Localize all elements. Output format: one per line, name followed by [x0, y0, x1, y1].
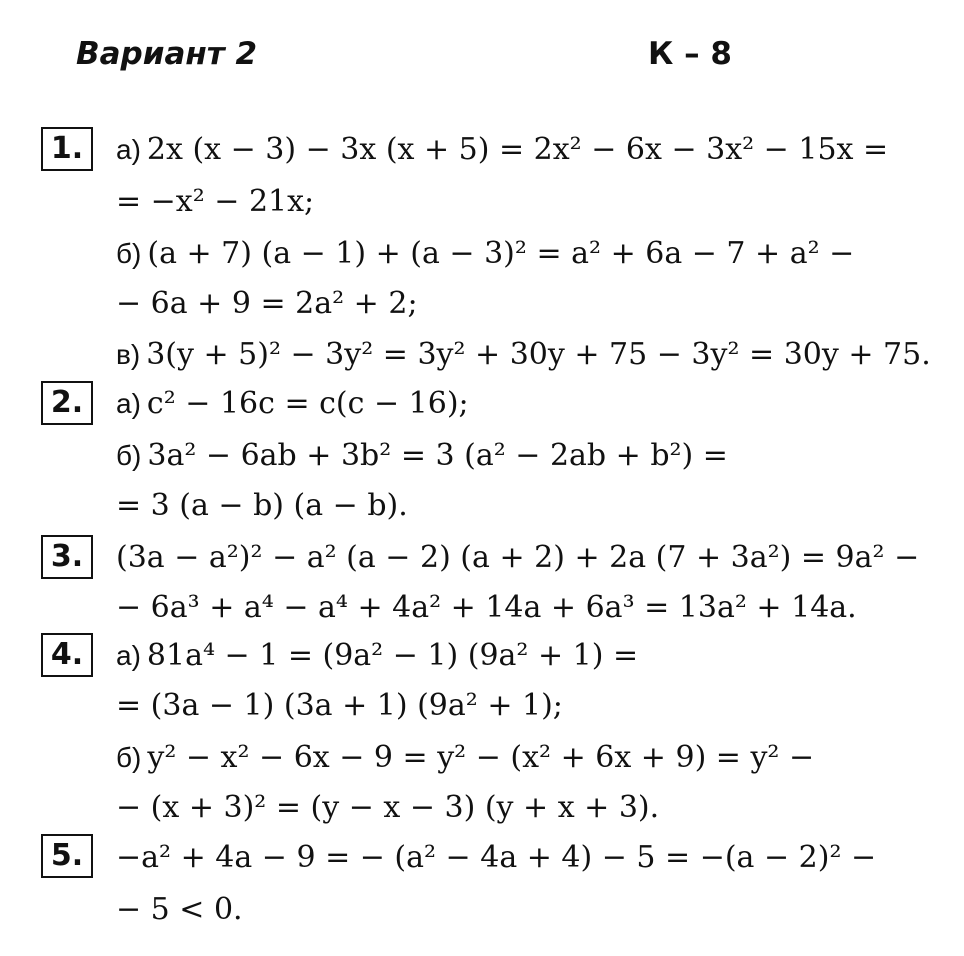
- task-5-line-1: [116, 838, 876, 878]
- task-1-line-4: [116, 284, 418, 324]
- equation: = −x² − 21x;: [116, 184, 315, 219]
- equation: − 6a³ + a⁴ − a⁴ + 4a² + 14a + 6a³ = 13a² + 14a.: [116, 590, 857, 625]
- task-1-line-5: [116, 335, 931, 375]
- task-4-line-3: [116, 738, 814, 778]
- equation: c² − 16c = c(c − 16);: [146, 386, 469, 421]
- equation: 2x (x − 3) − 3x (x + 5) = 2x² − 6x − 3x² − 15x =: [146, 132, 889, 167]
- task-2-line-2: [116, 436, 728, 476]
- part-label: в): [116, 339, 141, 370]
- equation: −a² + 4a − 9 = − (a² − 4a + 4) − 5 = −(a − 2)² −: [116, 840, 877, 875]
- part-label: а): [116, 134, 141, 165]
- task-4-line-2: [116, 686, 563, 726]
- equation: y² − x² − 6x − 9 = y² − (x² + 6x + 9) = y² −: [147, 740, 815, 775]
- equation: − 6a + 9 = 2a² + 2;: [116, 286, 418, 321]
- task-2-line-3: [116, 486, 408, 526]
- part-label: а): [116, 388, 141, 419]
- equation: − (x + 3)² = (y − x − 3) (y + x + 3).: [116, 790, 660, 825]
- equation: 3(y + 5)² − 3y² = 3y² + 30y + 75 − 3y² = 30y + 75.: [146, 337, 931, 372]
- part-label: б): [116, 742, 142, 773]
- task-4-line-4: [116, 788, 659, 828]
- task-number-4: 4.: [41, 633, 93, 677]
- part-label: б): [116, 238, 142, 269]
- equation: = 3 (a − b) (a − b).: [116, 488, 408, 523]
- task-number-2: 2.: [41, 381, 93, 425]
- worksheet-code: К – 8: [648, 36, 732, 72]
- equation: 81a⁴ − 1 = (9a² − 1) (9a² + 1) =: [146, 638, 639, 673]
- task-3-line-1: [116, 538, 919, 578]
- task-3-line-2: [116, 588, 857, 628]
- task-4-line-1: [116, 636, 638, 676]
- equation: (a + 7) (a − 1) + (a − 3)² = a² + 6a − 7 + a² −: [147, 236, 855, 271]
- equation: (3a − a²)² − a² (a − 2) (a + 2) + 2a (7 + 3a²) = 9a² −: [116, 540, 920, 575]
- task-number-1: 1.: [41, 127, 93, 171]
- task-2-line-1: [116, 384, 469, 424]
- variant-title: Вариант 2: [76, 36, 258, 72]
- task-number-5: 5.: [41, 834, 93, 878]
- part-label: а): [116, 640, 141, 671]
- equation: 3a² − 6ab + 3b² = 3 (a² − 2ab + b²) =: [147, 438, 728, 473]
- equation: = (3a − 1) (3a + 1) (9a² + 1);: [116, 688, 563, 723]
- page-header: [76, 36, 776, 80]
- part-label: б): [116, 440, 142, 471]
- task-1-line-3: [116, 234, 854, 274]
- task-5-line-2: [116, 890, 243, 930]
- task-1-line-1: [116, 130, 888, 170]
- equation: − 5 < 0.: [116, 892, 243, 927]
- task-1-line-2: [116, 182, 314, 222]
- task-number-3: 3.: [41, 535, 93, 579]
